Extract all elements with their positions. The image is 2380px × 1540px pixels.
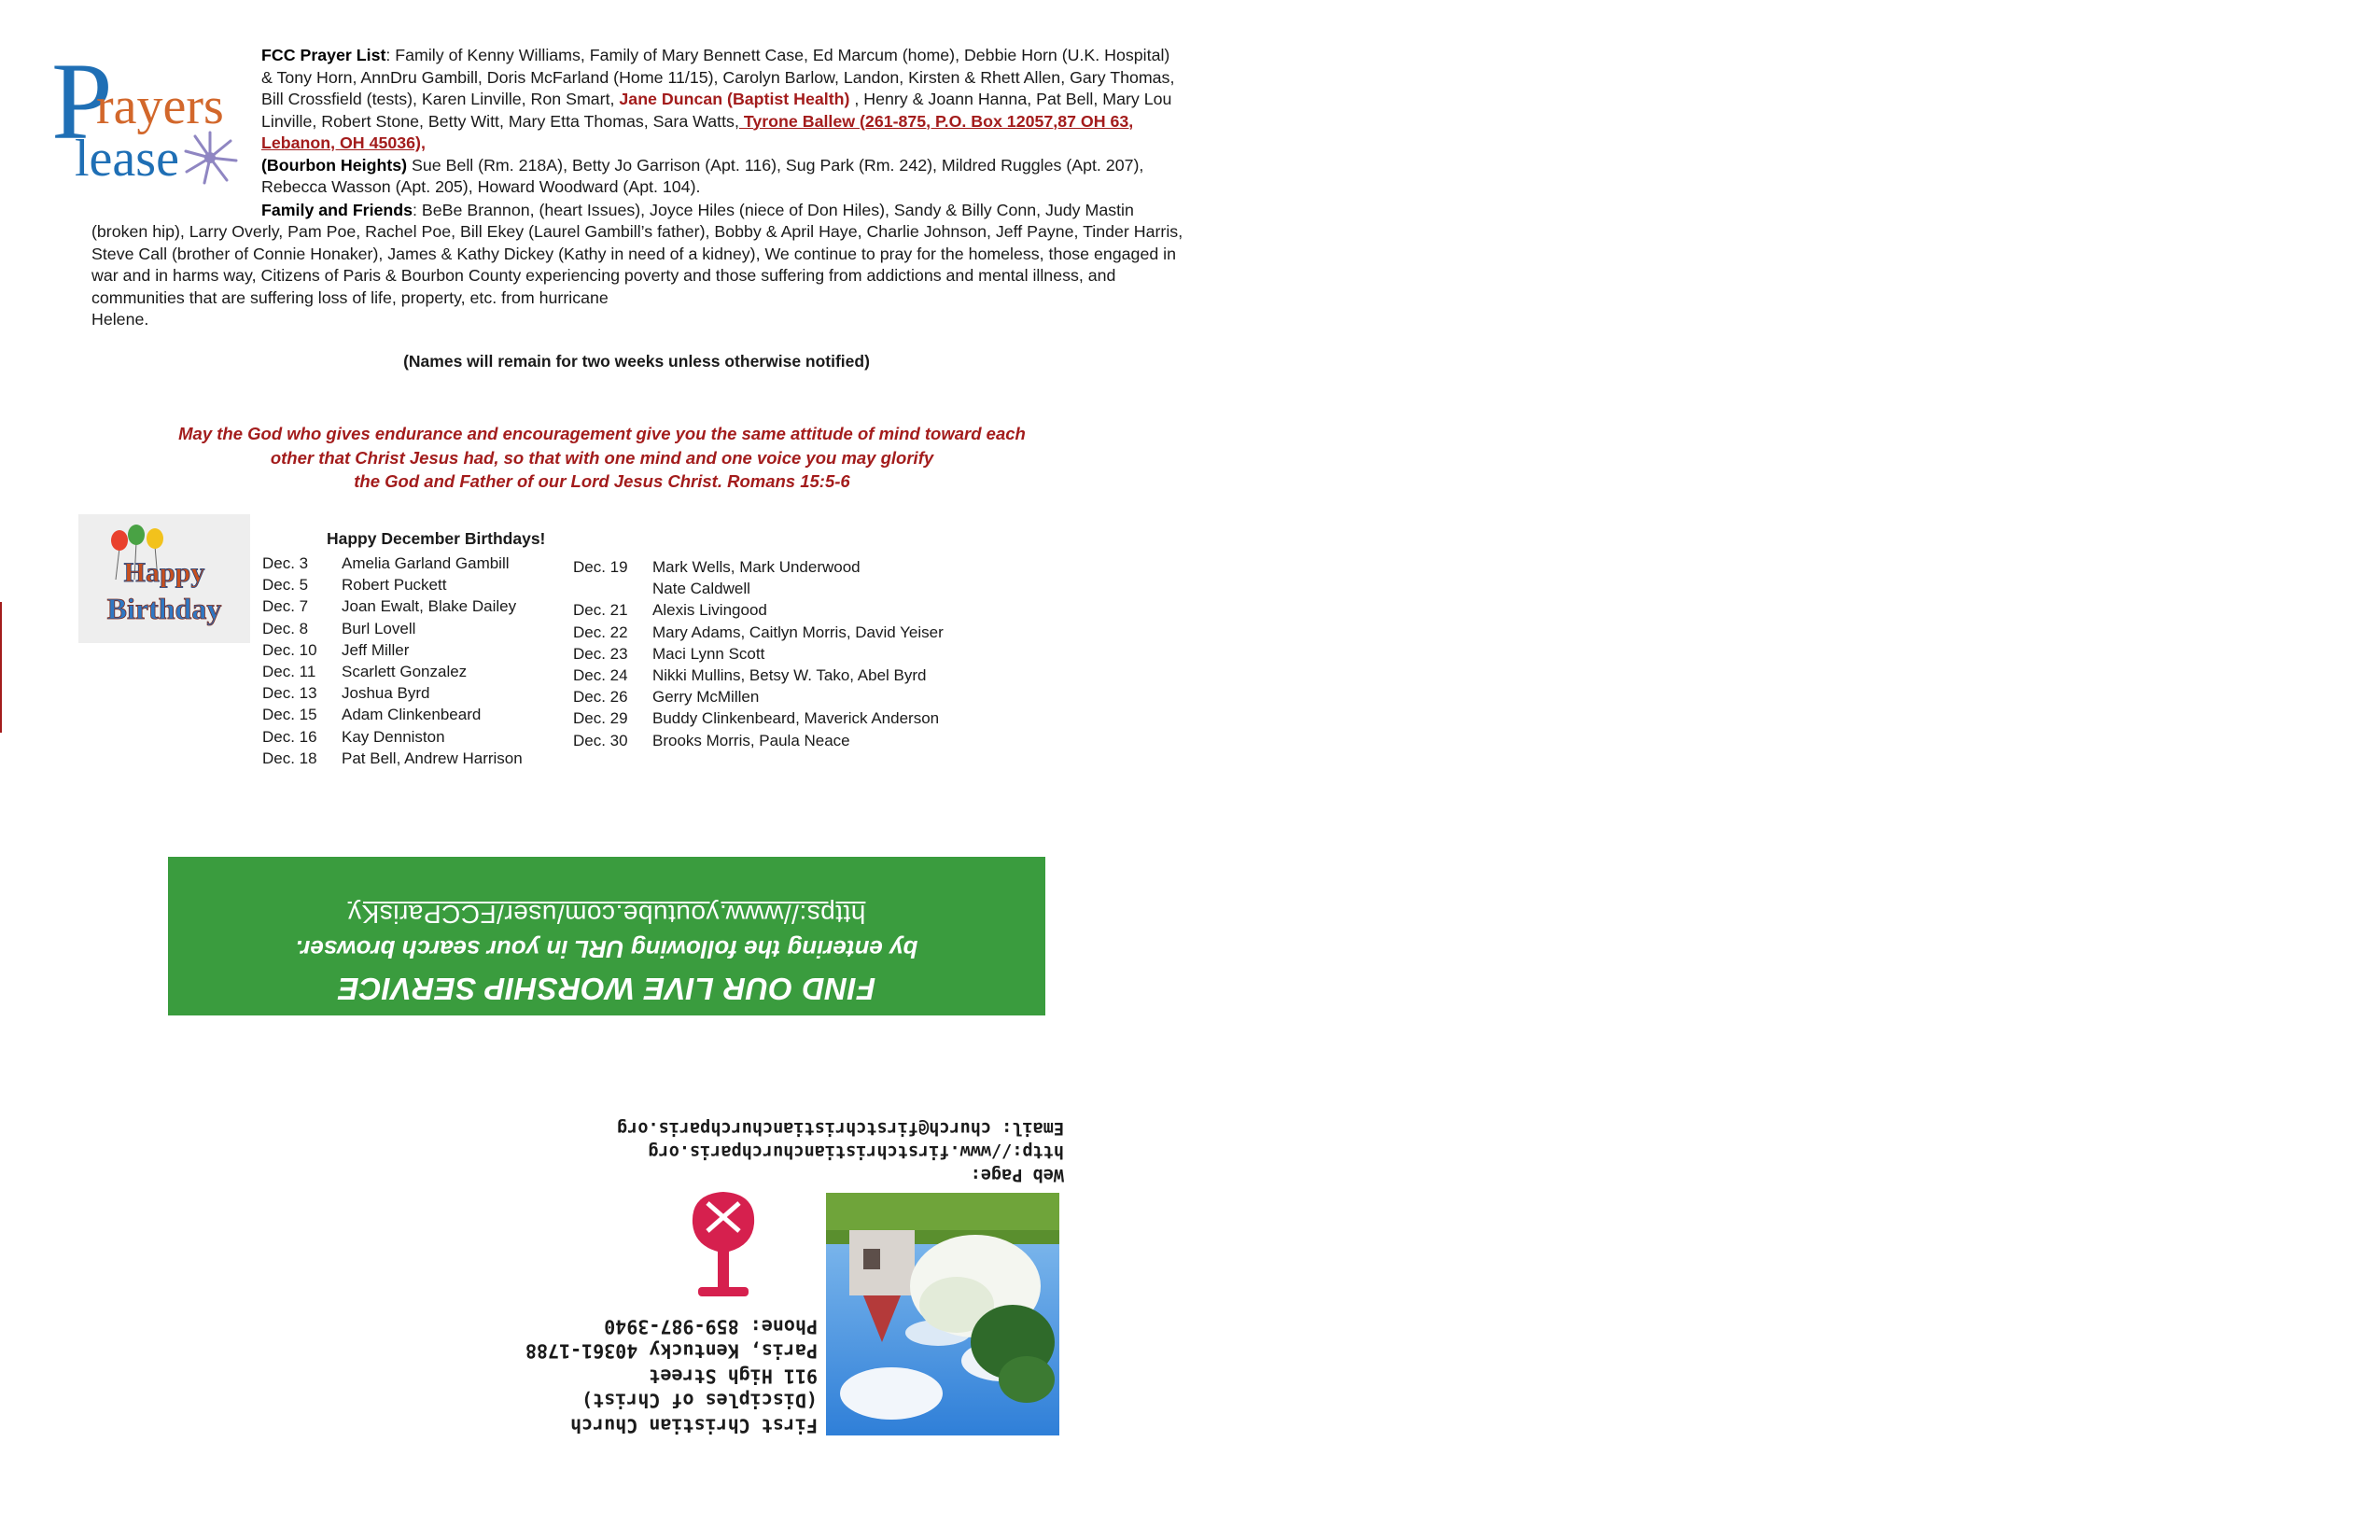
- birthday-date: Dec. 26: [573, 688, 628, 707]
- contact-lines: [571, 1116, 1064, 1186]
- birthday-date: Dec. 11: [262, 663, 316, 681]
- worship-banner-heading: FIND OUR LIVE WORSHIP SERVICE: [337, 972, 876, 1006]
- birthday-row: [262, 639, 523, 661]
- birthday-row: [573, 578, 944, 599]
- birthday-row: [262, 726, 523, 748]
- family-friends-last: Helene.: [91, 310, 149, 329]
- prayer-list-names-1: : Family of Kenny Williams, Family of Mary Bennett Case, Ed Marcum (home), Debbie Horn (U.K. Hospital) & Tony Horn, AnnDru Gambill, Doris McFarland (Home 11/15), Carolyn Barlow, Landon, Kirsten & Rhett Allen, Gary Thomas, Bill Crossfield (tests), Karen Linville, Ron Smart,: [261, 46, 1175, 108]
- happy-birthday-image: [78, 514, 250, 643]
- birthday-date: Dec. 18: [262, 749, 317, 767]
- birthday-names: Joshua Byrd: [342, 684, 430, 703]
- birthday-names: Maci Lynn Scott: [652, 644, 765, 663]
- birthday-row: [573, 686, 944, 707]
- birthday-date: Dec. 30: [573, 731, 628, 749]
- birthday-row: [262, 618, 523, 639]
- church-photo-graphic: [826, 1193, 1059, 1435]
- web-page-line[interactable]: Web Page: http://www.firstchristianchurchparis.org: [648, 1141, 1064, 1184]
- bourbon-heights-paragraph: [261, 155, 1185, 199]
- balloon-icon: [128, 525, 145, 545]
- prayer-list-names-2: , Henry & Joann Hanna, Pat Bell, Mary Lou Linville, Robert Stone, Betty Witt, Mary Etta Thomas, Sara Watts,: [261, 90, 1172, 131]
- church-photo: [826, 1193, 1059, 1435]
- balloon-icon: [111, 530, 128, 551]
- birthday-names: Mark Wells, Mark Underwood: [652, 558, 861, 576]
- logo-letter-p: P: [51, 40, 113, 162]
- happy-birthday-text: Happy: [123, 557, 205, 588]
- birthday-row: [573, 622, 944, 643]
- logo-word-rayers: rayers: [96, 77, 224, 135]
- birthday-row: [573, 556, 944, 578]
- prayer-list-paragraph: [261, 45, 1185, 155]
- prayer-list-label: FCC Prayer List: [261, 46, 386, 64]
- bourbon-heights-label: (Bourbon Heights): [261, 155, 408, 175]
- birthday-row: [262, 574, 523, 595]
- email-line[interactable]: Email: church@firstchristianchurchparis.org: [617, 1118, 1064, 1138]
- birthday-names: Scarlett Gonzalez: [342, 663, 468, 681]
- birthday-date: Dec. 16: [262, 727, 317, 746]
- birthday-row: [262, 661, 523, 682]
- birthday-row: [573, 707, 944, 729]
- birthday-names: Alexis Livingood: [652, 601, 767, 620]
- birthday-names: Buddy Clinkenbeard, Maverick Anderson: [652, 709, 940, 728]
- disciples-chalice-logo: [687, 1188, 760, 1296]
- birthday-date: Dec. 19: [573, 558, 628, 576]
- birthday-date: Dec. 5: [262, 576, 309, 595]
- happy-birthday-graphic: [78, 514, 250, 643]
- birthday-date: Dec. 3: [262, 554, 309, 572]
- address-line: Paris, Kentucky 40361-1788: [525, 1340, 818, 1363]
- address-line: 911 High Street: [649, 1365, 818, 1388]
- verse-line: May the God who gives endurance and encouragement give you the same attitude of mind toward each: [178, 424, 1026, 443]
- birthday-row: [262, 553, 523, 574]
- birthday-row: [262, 595, 523, 617]
- birthday-date: Dec. 15: [262, 706, 317, 724]
- birthday-names: Mary Adams, Caitlyn Morris, David Yeiser: [652, 623, 944, 641]
- birthday-names: Brooks Morris, Paula Neace: [652, 731, 850, 749]
- address-line: (Disciples of Christ): [581, 1390, 818, 1412]
- birthday-date: Dec. 10: [262, 640, 317, 659]
- birthday-date: [573, 578, 652, 599]
- birthday-names: Pat Bell, Andrew Harrison: [342, 749, 523, 767]
- birthday-date: Dec. 21: [573, 601, 628, 620]
- birthday-date: Dec. 23: [573, 644, 628, 663]
- address-line: First Christian Church: [570, 1414, 818, 1437]
- left-margin-mark: [0, 602, 2, 733]
- logo-word-lease: lease: [75, 130, 179, 188]
- birthday-names: Adam Clinkenbeard: [342, 706, 482, 724]
- chalice-icon: [687, 1188, 760, 1296]
- family-friends-names: : BeBe Brannon, (heart Issues), Joyce Hiles (niece of Don Hiles), Sandy & Billy Conn, Judy Mastin (broken hip), Larry Overly, Pam Poe, Rachel Poe, Bill Ekey (Laurel Gambill’s father), Bobby & April Haye, Charlie Johnson, Jeff Payne, Tinder Harris, Steve Call (brother of Connie Honaker), James & Kathy Dickey (Kathy in need of a kidney), We continue to pray for the homeless, those engaged in war and in harms way, Citizens of Paris & Bourbon County experiencing poverty and those suffering from addictions and mental illness, and communities that are suffering loss of life, property, etc. from hurricane: [91, 200, 1183, 307]
- worship-banner-subheading: by entering the following URL in your search browser.: [295, 935, 918, 963]
- birthday-row: [573, 665, 944, 686]
- prayer-list: [91, 45, 1185, 331]
- birthday-column-1: [262, 553, 523, 769]
- birthday-date: Dec. 22: [573, 623, 628, 641]
- birthday-names: Nikki Mullins, Betsy W. Tako, Abel Byrd: [652, 666, 927, 685]
- birthday-date: Dec. 13: [262, 684, 317, 703]
- live-worship-banner: [168, 857, 1045, 1015]
- family-friends-label: Family and Friends: [261, 200, 413, 219]
- birthday-row: [573, 643, 944, 665]
- birthday-date: Dec. 7: [262, 597, 309, 616]
- birthday-row: [262, 748, 523, 769]
- verse-line: other that Christ Jesus had, so that with one mind and one voice you may glorify: [270, 447, 934, 468]
- birthday-row: [262, 704, 523, 725]
- scripture-verse: [131, 422, 1073, 494]
- birthday-date: Dec. 8: [262, 619, 309, 637]
- prayer-list-note: (Names will remain for two weeks unless otherwise notified): [403, 352, 870, 371]
- happy-birthday-text: Birthday: [106, 592, 222, 625]
- prayer-list-mailing-address: Tyrone Ballew (261-875, P.O. Box 12057,87 OH 63, Lebanon, OH 45036),: [261, 111, 1134, 152]
- birthday-row: [573, 599, 944, 621]
- verse-line: the God and Father of our Lord Jesus Christ. Romans 15:5-6: [354, 471, 850, 491]
- worship-banner-url[interactable]: https://www.youtube.com/user/FCCParisKy: [347, 900, 866, 929]
- birthday-date: Dec. 24: [573, 666, 628, 685]
- birthday-names: Kay Denniston: [342, 727, 445, 746]
- birthday-date: Dec. 29: [573, 709, 628, 728]
- birthday-names: Robert Puckett: [342, 576, 447, 595]
- family-friends-paragraph: [91, 200, 1185, 310]
- phone-line[interactable]: Phone: 859-987-3940: [604, 1315, 818, 1338]
- birthday-names: Burl Lovell: [342, 619, 416, 637]
- birthday-row: [573, 730, 944, 751]
- church-address: [523, 1314, 818, 1438]
- birthday-column-2: [573, 556, 944, 751]
- birthday-names: Joan Ewalt, Blake Dailey: [342, 597, 517, 616]
- bourbon-heights-names: Sue Bell (Rm. 218A), Betty Jo Garrison (Apt. 116), Sug Park (Rm. 242), Mildred Ruggles (Apt. 207), Rebecca Wasson (Apt. 205), Howard Woodward (Apt. 104).: [261, 155, 1144, 196]
- birthdays-title: Happy December Birthdays!: [327, 529, 546, 548]
- prayer-list-highlight-name: Jane Duncan (Baptist Health): [619, 90, 850, 108]
- birthday-row: [262, 682, 523, 704]
- balloon-icon: [147, 528, 163, 549]
- birthday-names: Nate Caldwell: [652, 580, 750, 598]
- birthday-names: Amelia Garland Gambill: [342, 554, 510, 572]
- birthday-names: Jeff Miller: [342, 640, 410, 659]
- birthday-names: Gerry McMillen: [652, 688, 760, 707]
